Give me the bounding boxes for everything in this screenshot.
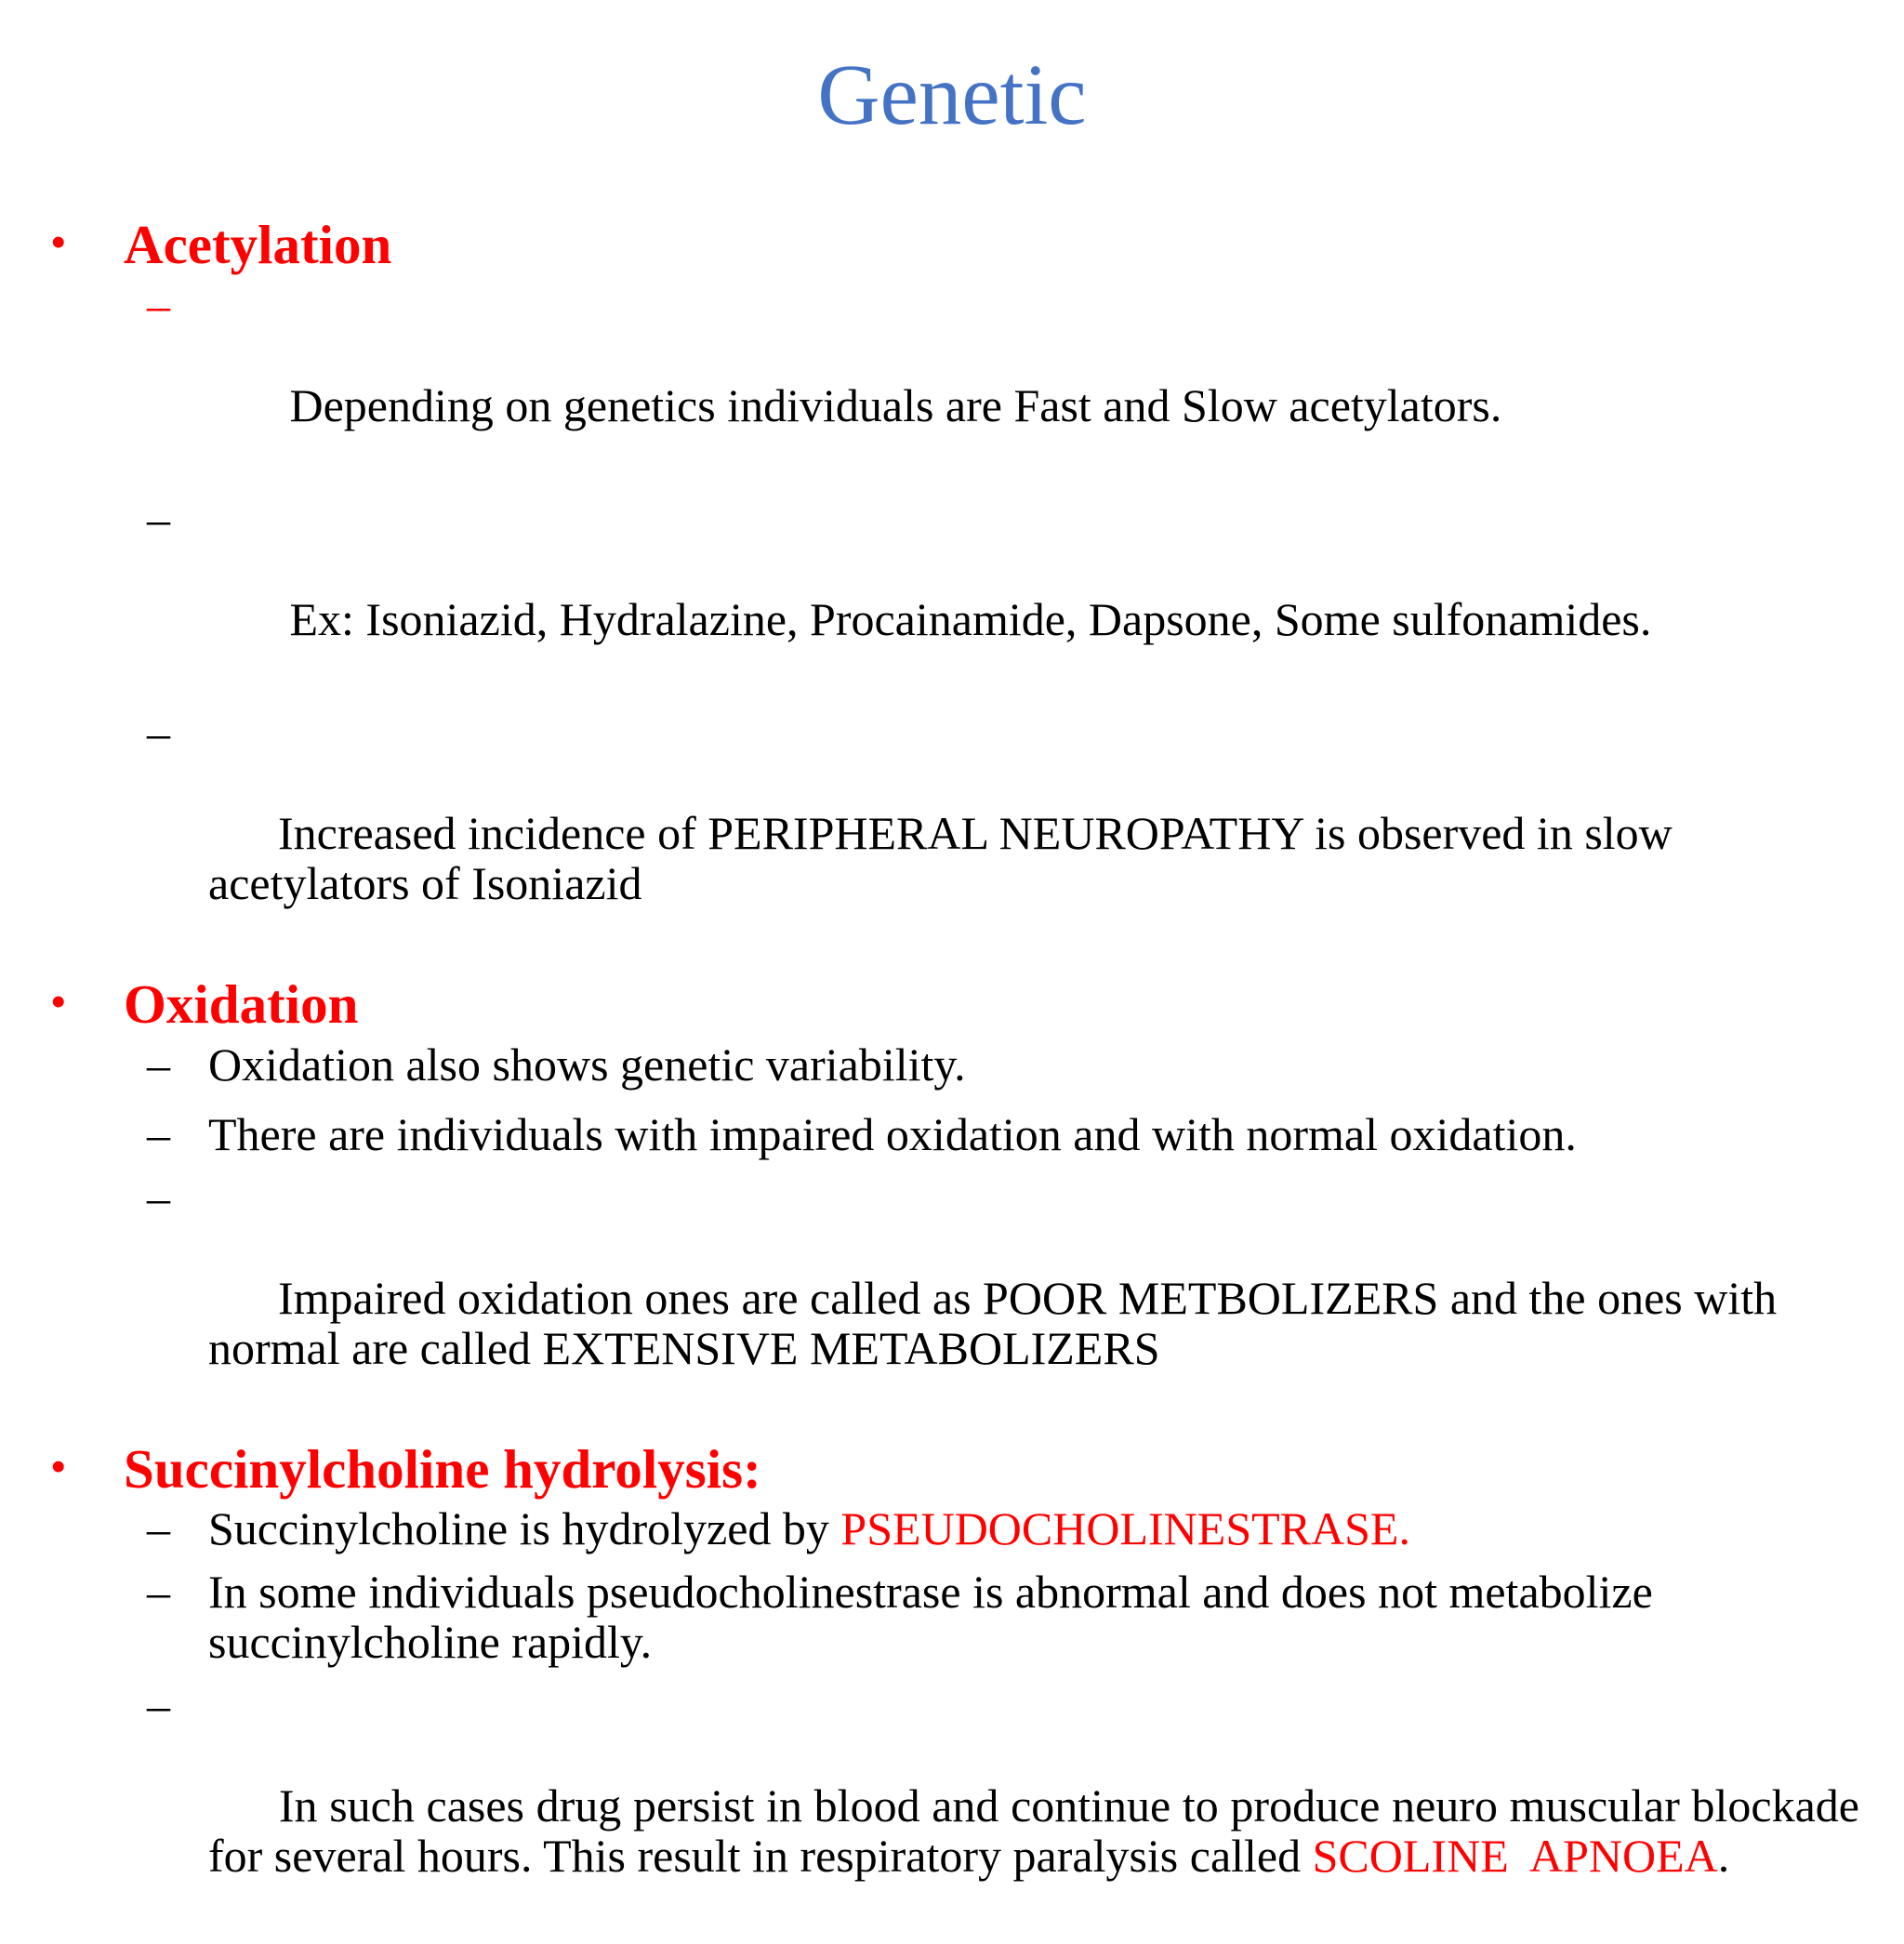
list-item	[0, 494, 1904, 694]
highlight-condition: SCOLINE APNOEA	[1312, 1830, 1718, 1883]
list-item-text: Impaired oxidation ones are called as POOR METBOLIZERS and the ones with normal are called EXTENSIVE METABOLIZERS	[208, 1271, 1801, 1374]
list-item-text: Increased incidence of PERIPHERAL NEUROPATHY is observed in slow acetylators of Isoniazid	[208, 806, 1696, 909]
section-heading-text: Succinylcholine hydrolysis:	[124, 1437, 761, 1500]
slide-content	[0, 212, 1904, 1944]
slide-title: Genetic	[817, 47, 1087, 143]
dash-icon: –	[147, 706, 170, 759]
dash-icon: –	[147, 1502, 170, 1555]
dash-icon: –	[147, 1038, 170, 1091]
list-item-text: Ex: Isoniazid, Hydralazine, Procainamide, Dapsone, Some sulfonamides.	[278, 592, 1652, 645]
highlight-enzyme: PSEUDOCHOLINESTRASE.	[840, 1502, 1410, 1555]
list-item	[0, 708, 1904, 959]
list-item-text: Oxidation also shows genetic variability.	[208, 1038, 966, 1091]
dash-icon: –	[147, 1679, 170, 1732]
list-item-text: In some individuals pseudocholinestrase is abnormal and does not metabolize succinylcholine rapidly.	[208, 1566, 1653, 1669]
dash-icon: –	[147, 1107, 170, 1160]
list-item-text: There are individuals with impaired oxidation and with normal oxidation.	[208, 1107, 1577, 1160]
list-item-text: Depending on genetics individuals are Fast and Slow acetylators.	[278, 378, 1502, 431]
list-item-text: In such cases drug persist in blood and continue to produce neuro muscular blockade for several hours. This result in respiratory paralysis called	[208, 1779, 1871, 1883]
section-heading-text: Acetylation	[124, 214, 392, 275]
dash-icon: –	[147, 492, 170, 545]
dash-icon: –	[147, 1566, 170, 1619]
bullet-icon: •	[50, 216, 67, 268]
dash-icon: –	[147, 278, 170, 331]
section-heading-oxidation	[0, 972, 1904, 1038]
list-item	[0, 1172, 1904, 1423]
bullet-icon: •	[50, 974, 67, 1027]
list-item	[0, 280, 1904, 481]
list-item-suffix: .	[1717, 1830, 1730, 1883]
list-item-text: Succinylcholine is hydrolyzed by	[208, 1502, 841, 1555]
list-item	[0, 1103, 1904, 1167]
list-item	[0, 1039, 1904, 1090]
bullet-icon: •	[50, 1439, 67, 1492]
list-item	[0, 1503, 1904, 1554]
section-heading-acetylation	[0, 212, 1904, 278]
dash-icon: –	[147, 1170, 170, 1223]
section-heading-text: Oxidation	[124, 972, 359, 1035]
section-heading-succinylcholine	[0, 1436, 1904, 1502]
list-item	[0, 1567, 1904, 1667]
list-item	[0, 1680, 1904, 1931]
